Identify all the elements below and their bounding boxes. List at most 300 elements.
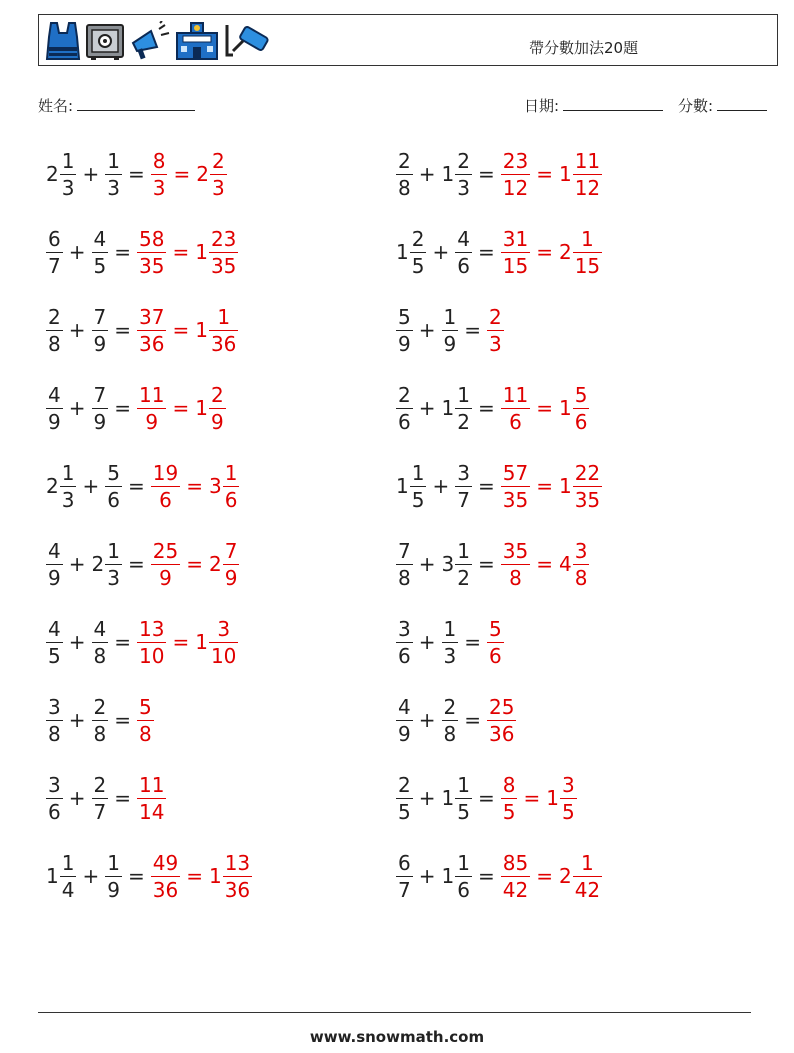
mixed-number	[396, 148, 413, 201]
name-field	[38, 95, 195, 116]
fraction	[223, 850, 252, 903]
fraction	[223, 538, 240, 591]
numerator: 35	[502, 538, 529, 563]
problem-1	[46, 144, 227, 204]
denominator: 9	[107, 877, 120, 902]
fraction	[396, 616, 413, 669]
mixed-number	[151, 538, 180, 591]
mixed-number	[92, 694, 109, 747]
plus-sign: +	[418, 786, 436, 810]
numerator: 25	[152, 538, 179, 563]
mixed-number	[396, 772, 413, 825]
fraction	[501, 538, 530, 591]
numerator: 37	[139, 304, 165, 329]
fraction	[573, 538, 590, 591]
mixed-number	[442, 148, 472, 201]
numerator: 5	[489, 616, 502, 641]
denominator: 42	[502, 877, 529, 902]
mixed-number	[559, 148, 602, 201]
denominator: 8	[93, 721, 107, 746]
denominator: 6	[398, 409, 411, 434]
megaphone-icon	[129, 21, 171, 61]
security-camera-icon	[223, 21, 271, 61]
numerator: 2	[489, 304, 502, 329]
denominator: 8	[139, 721, 152, 746]
fraction	[137, 304, 166, 357]
mixed-number	[105, 148, 122, 201]
numerator: 2	[93, 694, 107, 719]
mixed-number	[442, 304, 459, 357]
fraction	[396, 382, 413, 435]
mixed-number	[442, 850, 472, 903]
numerator: 1	[224, 460, 238, 485]
mixed-number	[137, 226, 166, 279]
plus-sign: +	[432, 240, 450, 264]
fraction	[442, 694, 459, 747]
numerator: 22	[574, 460, 601, 485]
denominator: 5	[561, 799, 575, 824]
equals-sign: =	[477, 240, 495, 264]
denominator: 8	[398, 175, 411, 200]
fraction	[46, 226, 63, 279]
numerator: 5	[398, 304, 411, 329]
whole-part: 1	[441, 864, 455, 888]
numerator: 85	[502, 850, 529, 875]
mixed-number	[46, 538, 63, 591]
mixed-number	[501, 382, 530, 435]
numerator: 2	[398, 772, 411, 797]
fraction	[487, 694, 516, 747]
fraction	[46, 304, 63, 357]
numerator: 3	[398, 616, 411, 641]
mixed-number	[46, 460, 76, 513]
denominator: 9	[93, 409, 107, 434]
mixed-number	[487, 616, 504, 669]
plus-sign: +	[82, 474, 100, 498]
mixed-number	[137, 304, 166, 357]
problem-8	[396, 378, 589, 438]
plus-sign: +	[68, 630, 86, 654]
mixed-number	[137, 694, 154, 747]
answer-equals-sign: =	[173, 162, 191, 186]
denominator: 9	[145, 409, 159, 434]
denominator: 3	[61, 175, 75, 200]
denominator: 36	[139, 331, 165, 356]
mixed-number	[501, 148, 530, 201]
problem-20	[396, 846, 602, 906]
denominator: 9	[93, 331, 107, 356]
fraction	[210, 148, 227, 201]
numerator: 49	[152, 850, 179, 875]
mixed-number	[487, 304, 504, 357]
denominator: 14	[139, 799, 165, 824]
answer-equals-sign: =	[172, 630, 190, 654]
date-line	[563, 95, 663, 111]
whole-part: 3	[441, 552, 455, 576]
plus-sign: +	[418, 396, 436, 420]
numerator: 23	[210, 226, 237, 251]
problem-4	[396, 222, 602, 282]
mixed-number	[442, 772, 472, 825]
fraction	[455, 148, 472, 201]
fraction	[396, 148, 413, 201]
plus-sign: +	[68, 786, 86, 810]
mixed-number	[487, 694, 516, 747]
vest-icon	[45, 19, 81, 63]
problem-9	[46, 456, 239, 516]
name-line	[77, 95, 195, 111]
fraction	[410, 226, 427, 279]
denominator: 4	[61, 877, 75, 902]
fraction	[137, 772, 166, 825]
fraction	[560, 772, 577, 825]
fraction	[60, 460, 77, 513]
denominator: 5	[398, 799, 411, 824]
fraction	[501, 460, 530, 513]
fraction	[92, 616, 109, 669]
problem-12	[396, 534, 589, 594]
denominator: 5	[93, 253, 107, 278]
numerator: 6	[398, 850, 411, 875]
fraction	[46, 772, 63, 825]
numerator: 4	[48, 538, 61, 563]
fraction	[487, 304, 504, 357]
numerator: 3	[48, 772, 61, 797]
numerator: 1	[457, 850, 470, 875]
fraction	[105, 148, 122, 201]
whole-part: 2	[558, 864, 572, 888]
answer-equals-sign: =	[536, 240, 553, 264]
fraction	[501, 772, 518, 825]
fraction	[396, 304, 413, 357]
denominator: 2	[457, 409, 470, 434]
whole-part: 1	[195, 318, 208, 342]
numerator: 4	[48, 616, 61, 641]
whole-part: 2	[208, 552, 222, 576]
fraction	[455, 460, 472, 513]
numerator: 1	[411, 460, 425, 485]
denominator: 7	[93, 799, 107, 824]
fraction	[151, 850, 180, 903]
denominator: 5	[411, 253, 425, 278]
denominator: 8	[398, 565, 411, 590]
mixed-number	[455, 226, 472, 279]
footer-divider	[38, 1012, 751, 1013]
whole-part: 1	[195, 240, 208, 264]
fraction	[487, 616, 504, 669]
answer-equals-sign: =	[172, 396, 190, 420]
mixed-number	[46, 694, 63, 747]
fraction	[92, 304, 109, 357]
denominator: 6	[509, 409, 522, 434]
numerator: 11	[502, 382, 529, 407]
equals-sign: =	[477, 162, 495, 186]
denominator: 3	[443, 643, 457, 668]
problem-17	[46, 768, 166, 828]
denominator: 9	[48, 565, 61, 590]
numerator: 11	[574, 148, 601, 173]
numerator: 3	[561, 772, 575, 797]
denominator: 3	[61, 487, 75, 512]
denominator: 6	[48, 799, 61, 824]
whole-part: 1	[558, 474, 572, 498]
mixed-number	[209, 538, 239, 591]
numerator: 3	[48, 694, 61, 719]
fraction	[60, 148, 77, 201]
plus-sign: +	[68, 552, 86, 576]
problem-13	[46, 612, 238, 672]
mixed-number	[46, 616, 63, 669]
mixed-number	[546, 772, 576, 825]
denominator: 9	[48, 409, 61, 434]
denominator: 35	[139, 253, 165, 278]
fraction	[137, 226, 166, 279]
fraction	[151, 148, 168, 201]
problem-7	[46, 378, 226, 438]
denominator: 10	[139, 643, 165, 668]
fraction	[151, 460, 180, 513]
denominator: 3	[107, 175, 120, 200]
numerator: 2	[93, 772, 107, 797]
denominator: 36	[224, 877, 251, 902]
denominator: 35	[574, 487, 601, 512]
whole-part: 2	[91, 552, 105, 576]
score-field	[678, 95, 767, 116]
equals-sign: =	[464, 630, 481, 654]
denominator: 10	[210, 643, 237, 668]
fraction	[105, 850, 122, 903]
mixed-number	[105, 850, 122, 903]
numerator: 1	[443, 616, 457, 641]
mixed-number	[209, 850, 252, 903]
fraction	[410, 460, 427, 513]
whole-part: 1	[558, 162, 572, 186]
whole-part: 3	[208, 474, 222, 498]
answer-equals-sign: =	[172, 240, 190, 264]
mixed-number	[92, 382, 109, 435]
mixed-number	[396, 616, 413, 669]
fraction	[223, 460, 240, 513]
fraction	[60, 850, 77, 903]
denominator: 8	[48, 331, 61, 356]
icon-strip	[45, 18, 271, 64]
answer-equals-sign: =	[186, 474, 203, 498]
mixed-number	[46, 226, 63, 279]
mixed-number	[92, 616, 109, 669]
denominator: 3	[152, 175, 166, 200]
problem-10	[396, 456, 602, 516]
equals-sign: =	[477, 396, 495, 420]
numerator: 7	[93, 382, 107, 407]
fraction	[501, 148, 530, 201]
answer-equals-sign: =	[536, 864, 553, 888]
mixed-number	[195, 226, 238, 279]
numerator: 1	[457, 538, 470, 563]
numerator: 2	[443, 694, 457, 719]
whole-part: 1	[208, 864, 222, 888]
denominator: 5	[48, 643, 61, 668]
problem-6	[396, 300, 504, 360]
numerator: 13	[224, 850, 251, 875]
fraction	[501, 850, 530, 903]
fraction	[501, 382, 530, 435]
fraction	[455, 226, 472, 279]
problem-11	[46, 534, 239, 594]
numerator: 4	[398, 694, 411, 719]
whole-part: 1	[558, 396, 572, 420]
fraction	[209, 226, 238, 279]
denominator: 8	[93, 643, 107, 668]
fraction	[455, 850, 472, 903]
mixed-number	[137, 616, 166, 669]
numerator: 5	[107, 460, 120, 485]
numerator: 4	[48, 382, 61, 407]
date-label: 日期:	[524, 97, 560, 115]
numerator: 2	[211, 148, 225, 173]
numerator: 2	[457, 148, 470, 173]
fraction	[455, 538, 472, 591]
numerator: 8	[502, 772, 516, 797]
plus-sign: +	[82, 864, 100, 888]
mixed-number	[46, 304, 63, 357]
fraction	[573, 460, 602, 513]
mixed-number	[46, 382, 63, 435]
denominator: 3	[489, 331, 502, 356]
numerator: 19	[152, 460, 179, 485]
mixed-number	[396, 538, 413, 591]
plus-sign: +	[432, 474, 450, 498]
numerator: 1	[61, 148, 75, 173]
whole-part: 1	[441, 786, 455, 810]
denominator: 5	[502, 799, 516, 824]
problem-5	[46, 300, 238, 360]
mixed-number	[151, 850, 180, 903]
numerator: 13	[139, 616, 165, 641]
equals-sign: =	[114, 240, 131, 264]
fraction	[455, 772, 472, 825]
numerator: 11	[139, 382, 165, 407]
answer-equals-sign: =	[172, 318, 190, 342]
mixed-number	[46, 148, 76, 201]
denominator: 36	[210, 331, 237, 356]
denominator: 2	[457, 565, 470, 590]
whole-part: 1	[396, 240, 409, 264]
fraction	[573, 850, 602, 903]
plus-sign: +	[418, 708, 436, 732]
numerator: 3	[217, 616, 231, 641]
equals-sign: =	[477, 864, 495, 888]
score-line	[717, 95, 767, 111]
whole-part: 2	[558, 240, 572, 264]
whole-part: 1	[195, 396, 208, 420]
numerator: 58	[139, 226, 165, 251]
fraction	[92, 772, 109, 825]
denominator: 6	[457, 253, 470, 278]
numerator: 4	[457, 226, 470, 251]
equals-sign: =	[127, 162, 145, 186]
equals-sign: =	[464, 708, 481, 732]
mixed-number	[396, 460, 426, 513]
fraction	[396, 694, 413, 747]
denominator: 7	[457, 487, 470, 512]
fraction	[137, 382, 166, 435]
whole-part: 1	[441, 396, 455, 420]
answer-equals-sign: =	[523, 786, 541, 810]
problem-3	[46, 222, 238, 282]
fraction	[455, 382, 472, 435]
worksheet-title: 帶分數加法20題	[529, 39, 639, 57]
whole-part: 2	[196, 162, 209, 186]
plus-sign: +	[82, 162, 100, 186]
numerator: 1	[107, 538, 120, 563]
numerator: 2	[210, 382, 224, 407]
fraction	[46, 538, 63, 591]
header-box	[38, 14, 778, 66]
mixed-number	[137, 382, 166, 435]
denominator: 9	[224, 565, 238, 590]
score-label: 分數:	[678, 97, 714, 115]
fraction	[92, 694, 109, 747]
mixed-number	[396, 304, 413, 357]
whole-part: 2	[46, 474, 59, 498]
denominator: 8	[443, 721, 457, 746]
denominator: 15	[502, 253, 529, 278]
denominator: 6	[574, 409, 588, 434]
equals-sign: =	[477, 552, 495, 576]
numerator: 1	[217, 304, 231, 329]
plus-sign: +	[418, 162, 436, 186]
fraction	[151, 538, 180, 591]
denominator: 8	[48, 721, 61, 746]
answer-equals-sign: =	[186, 864, 203, 888]
fraction	[573, 148, 602, 201]
date-field	[524, 95, 663, 116]
mixed-number	[137, 772, 166, 825]
denominator: 3	[211, 175, 225, 200]
mixed-number	[396, 850, 413, 903]
whole-part: 1	[441, 162, 455, 186]
safe-icon	[85, 21, 125, 61]
numerator: 1	[107, 148, 120, 173]
numerator: 3	[574, 538, 588, 563]
fraction	[46, 616, 63, 669]
numerator: 4	[93, 226, 107, 251]
denominator: 9	[398, 721, 411, 746]
mixed-number	[442, 382, 472, 435]
equals-sign: =	[464, 318, 481, 342]
fraction	[442, 616, 459, 669]
mixed-number	[196, 148, 226, 201]
numerator: 1	[457, 772, 470, 797]
denominator: 3	[457, 175, 470, 200]
fraction	[573, 382, 590, 435]
denominator: 8	[509, 565, 522, 590]
mixed-number	[559, 382, 589, 435]
fraction	[442, 304, 459, 357]
mixed-number	[442, 538, 472, 591]
numerator: 2	[398, 382, 411, 407]
fraction	[46, 382, 63, 435]
plus-sign: +	[418, 864, 436, 888]
fraction	[105, 460, 122, 513]
plus-sign: +	[68, 708, 86, 732]
denominator: 9	[210, 409, 224, 434]
whole-part: 1	[195, 630, 208, 654]
numerator: 25	[489, 694, 515, 719]
answer-equals-sign: =	[536, 552, 553, 576]
equals-sign: =	[477, 786, 495, 810]
numerator: 7	[398, 538, 411, 563]
